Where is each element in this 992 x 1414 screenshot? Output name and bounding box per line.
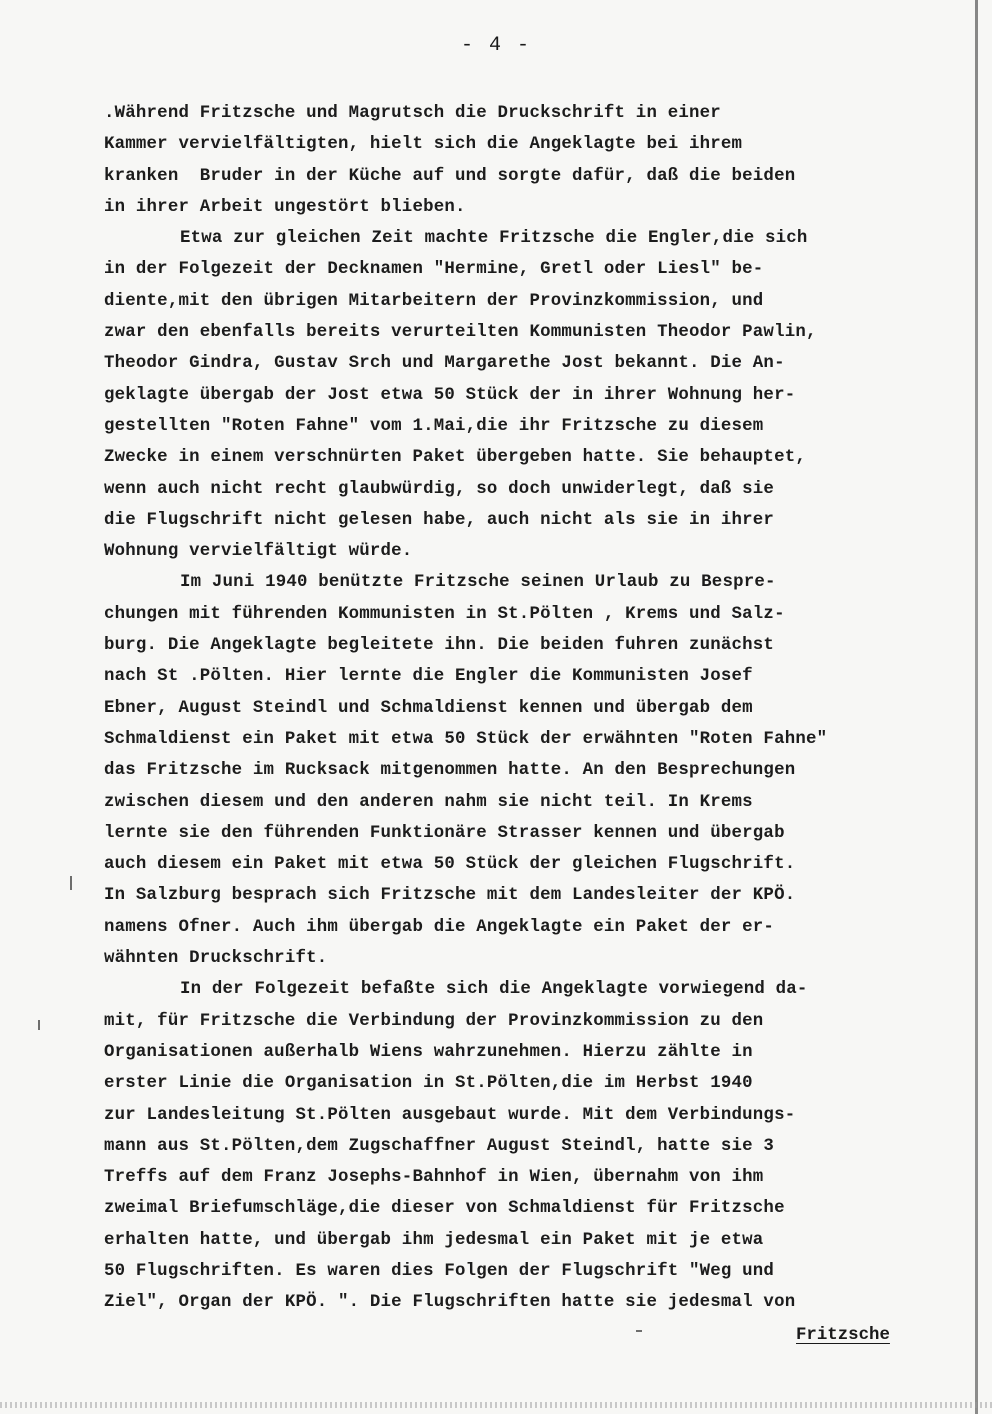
text-line: Organisationen außerhalb Wiens wahrzunehmen. Hierzu zählte in [104,1042,753,1062]
text-line: Schmaldienst ein Paket mit etwa 50 Stück der erwähnten "Roten Fahne" [104,729,828,749]
text-line: gestellten "Roten Fahne" vom 1.Mai,die ihr Fritzsche zu diesem [104,416,764,436]
text-line: erster Linie die Organisation in St.Pölten,die im Herbst 1940 [104,1074,753,1094]
text-line: mann aus St.Pölten,dem Zugschaffner August Steindl, hatte sie 3 [104,1136,775,1156]
text-line: Wohnung vervielfältigt würde. [104,542,413,562]
text-line: in ihrer Arbeit ungestört blieben. [104,197,466,217]
text-line: das Fritzsche im Rucksack mitgenommen hatte. An den Besprechungen [104,761,796,781]
text-line: mit, für Fritzsche die Verbindung der Provinzkommission zu den [104,1011,764,1031]
text-line: die Flugschrift nicht gelesen habe, auch nicht als sie in ihrer [104,510,775,530]
text-line: diente,mit den übrigen Mitarbeitern der Provinzkommission, und [104,291,764,311]
page-number: - 4 - [460,34,531,57]
text-line: zweimal Briefumschläge,die dieser von Schmaldienst für Fritzsche [104,1199,785,1219]
text-line: zur Landesleitung St.Pölten ausgebaut wurde. Mit dem Verbindungs- [104,1105,796,1125]
text-line: zwischen diesem und den anderen nahm sie nicht teil. In Krems [104,792,753,812]
text-line: namens Ofner. Auch ihm übergab die Angeklagte ein Paket der er- [104,917,775,937]
text-line: chungen mit führenden Kommunisten in St.Pölten , Krems und Salz- [104,604,785,624]
catchword: Fritzsche [796,1326,890,1345]
margin-mark [636,1330,642,1332]
body-text [104,98,944,1319]
text-line: Kammer vervielfältigten, hielt sich die Angeklagte bei ihrem [104,135,743,155]
text-line: Ebner, August Steindl und Schmaldienst kennen und übergab dem [104,698,753,718]
page-bottom-edge [0,1402,992,1408]
text-line: 50 Flugschriften. Es waren dies Folgen der Flugschrift "Weg und [104,1261,775,1281]
text-line: In Salzburg besprach sich Fritzsche mit dem Landesleiter der KPÖ. [104,886,796,906]
text-line: lernte sie den führenden Funktionäre Strasser kennen und übergab [104,823,785,843]
text-line: Im Juni 1940 benützte Fritzsche seinen Urlaub zu Bespre- [180,573,776,593]
text-line: Treffs auf dem Franz Josephs-Bahnhof in Wien, übernahm von ihm [104,1168,764,1188]
text-line: nach St .Pölten. Hier lernte die Engler die Kommunisten Josef [104,667,753,687]
margin-mark [70,876,72,890]
text-line: Etwa zur gleichen Zeit machte Fritzsche die Engler,die sich [180,229,808,249]
text-line: Zwecke in einem verschnürten Paket übergeben hatte. Sie behauptet, [104,448,806,468]
text-line: zwar den ebenfalls bereits verurteilten Kommunisten Theodor Pawlin, [104,323,817,343]
text-line: auch diesem ein Paket mit etwa 50 Stück der gleichen Flugschrift. [104,855,796,875]
margin-mark [38,1020,40,1030]
text-line: Ziel", Organ der KPÖ. ". Die Flugschriften hatte sie jedesmal von [104,1293,796,1313]
text-line: in der Folgezeit der Decknamen "Hermine, Gretl oder Liesl" be- [104,260,764,280]
text-line: kranken Bruder in der Küche auf und sorgte dafür, daß die beiden [104,166,796,186]
text-line: In der Folgezeit befaßte sich die Angeklagte vorwiegend da- [180,980,808,1000]
text-line: wähnten Druckschrift. [104,949,328,969]
text-line: wenn auch nicht recht glaubwürdig, so doch unwiderlegt, daß sie [104,479,775,499]
text-line: Theodor Gindra, Gustav Srch und Margarethe Jost bekannt. Die An- [104,354,785,374]
text-line: .Während Fritzsche und Magrutsch die Druckschrift in einer [104,104,721,123]
text-line: erhalten hatte, und übergab ihm jedesmal ein Paket mit je etwa [104,1230,764,1250]
text-line: geklagte übergab der Jost etwa 50 Stück der in ihrer Wohnung her- [104,385,796,405]
page-edge-shadow [975,0,978,1414]
text-line: burg. Die Angeklagte begleitete ihn. Die beiden fuhren zunächst [104,636,775,656]
